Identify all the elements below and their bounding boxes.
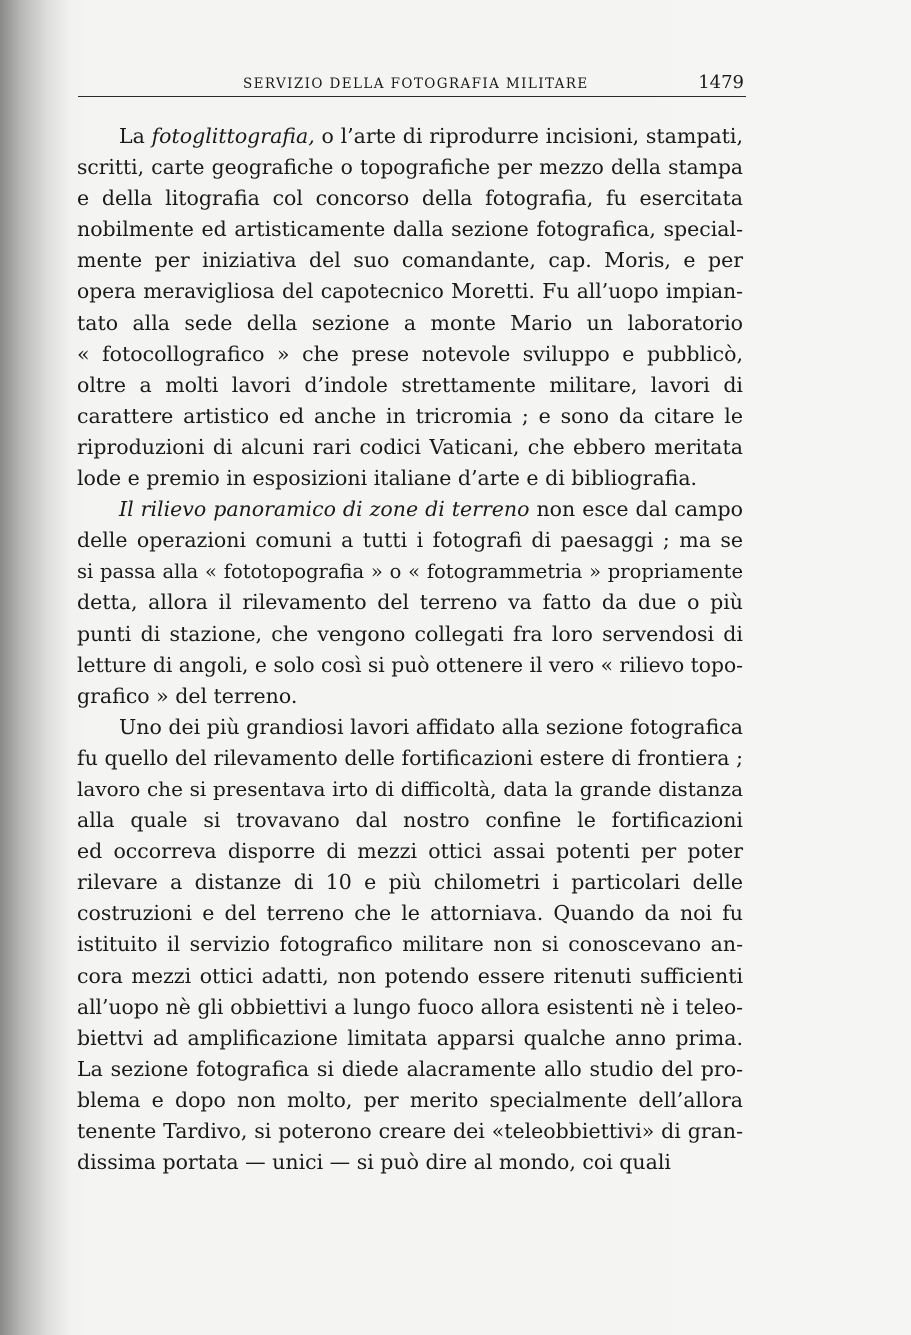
text-segment: La sezione fotografica si diede alacramente allo studio del pro- [77,1056,743,1081]
text-segment: carattere artistico ed anche in tricromia ; e sono da citare le [77,403,743,428]
running-head: SERVIZIO DELLA FOTOGRAFIA MILITARE [243,76,589,92]
text-line [77,494,743,525]
text-segment: Uno dei più grandiosi lavori affidato alla sezione fotografica [119,714,743,739]
text-segment: si passa alla « fototopografia » o « fotogrammetria » propriamente [77,560,743,584]
text-segment: blema e dopo non molto, per merito specialmente dell’allora [77,1087,743,1112]
text-segment: alla quale si trovavano dal nostro confine le fortificazioni [77,808,743,833]
text-segment: istituito il servizio fotografico militare non si conoscevano an- [77,932,743,957]
text-line [77,619,743,650]
text-segment: tenente Tardivo, si poterono creare dei «teleobbiettivi» di gran- [77,1119,743,1143]
text-line [77,712,743,743]
text-segment: opera meravigliosa del capotecnico Moretti. Fu all’uopo impian- [77,279,743,304]
text-line [77,401,743,432]
text-line [77,805,743,836]
text-segment: oltre a molti lavori d’indole strettamente militare, lavori di [77,372,743,397]
text-segment: costruzioni e del terreno che le attorniava. Quando da noi fu [77,901,743,926]
text-segment: lavoro che si presentava irto di difficoltà, data la grande distanza [77,776,743,801]
text-line [77,1116,743,1147]
text-segment: o l’arte di riprodurre incisioni, stampati, [314,124,743,148]
text-segment: nobilmente ed artisticamente dalla sezione fotografica, special- [77,217,743,242]
text-line [77,370,743,401]
text-segment: La [119,124,152,148]
page-header [78,72,746,97]
text-line [77,276,743,307]
text-line [77,1085,743,1116]
text-line [77,183,743,214]
text-line [77,525,743,556]
italic-text: fotoglittografia, [151,124,315,148]
paragraph [77,121,743,494]
text-line [77,743,743,774]
text-line [77,121,743,152]
text-line [77,836,743,867]
text-segment: e della litografia col concorso della fotografia, fu esercitata [77,186,743,211]
text-segment: « fotocollografico » che prese notevole sviluppo e pubblicò, [77,341,743,366]
text-line [77,961,743,992]
text-segment: scritti, carte geografiche o topografiche per mezzo della stampa [77,155,743,180]
text-line [77,992,743,1023]
text-line [77,650,743,681]
text-line [77,1023,743,1054]
text-segment: dissima portata — unici — si può dire al mondo, coi quali [77,1150,671,1175]
body-text [77,121,743,1178]
text-line [77,463,743,494]
text-line [77,214,743,245]
text-line [77,152,743,183]
text-segment: biettvi ad amplificazione limitata apparsi qualche anno prima. [77,1025,743,1050]
text-segment: cora mezzi ottici adatti, non potendo essere ritenuti sufficienti [77,963,743,988]
italic-text: Il rilievo panoramico di zone di terreno [119,497,530,522]
text-line [77,339,743,370]
text-segment: non esce dal campo [529,497,743,522]
paragraph [77,712,743,1178]
paragraph [77,494,743,712]
text-segment: tato alla sede della sezione a monte Mario un laboratorio [77,310,743,335]
text-segment: detta, allora il rilevamento del terreno va fatto da due o più [77,590,743,615]
text-line [77,432,743,463]
text-segment: riproduzioni di alcuni rari codici Vaticani, che ebbero meritata [77,434,743,459]
text-line [77,929,743,960]
text-segment: punti di stazione, che vengono collegati fra loro servendosi di [77,621,743,646]
text-segment: mente per iniziativa del suo comandante, cap. Moris, e per [77,248,743,273]
text-line [77,774,743,805]
text-line [77,681,743,712]
text-segment: fu quello del rilevamento delle fortificazioni estere di frontiera ; [77,745,743,770]
text-line [77,587,743,618]
text-line [77,556,743,587]
text-line [77,245,743,276]
text-segment: lode e premio in esposizioni italiane d’arte e di bibliografia. [77,466,698,491]
text-segment: letture di angoli, e solo così si può ottenere il vero « rilievo topo- [77,652,743,677]
text-segment: grafico » del terreno. [77,683,298,708]
page-number: 1479 [698,72,744,93]
text-segment: ed occorreva disporre di mezzi ottici assai potenti per poter [77,839,743,864]
text-segment: rilevare a distanze di 10 e più chilometri i particolari delle [77,870,743,895]
text-line [77,867,743,898]
text-line [77,1054,743,1085]
text-line [77,308,743,339]
text-segment: all’uopo nè gli obbiettivi a lungo fuoco allora esistenti nè i teleo- [77,994,743,1019]
text-segment: delle operazioni comuni a tutti i fotografi di paesaggi ; ma se [77,528,743,553]
text-line [77,898,743,929]
text-line [77,1147,743,1178]
